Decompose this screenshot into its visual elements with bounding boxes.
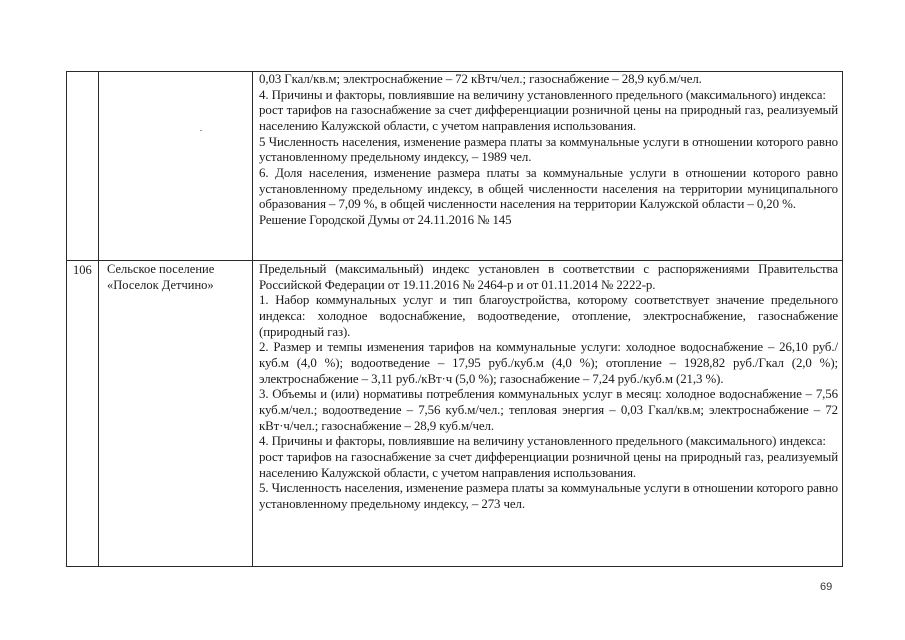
description-cell bbox=[253, 261, 843, 567]
description-paragraph: 0,03 Гкал/кв.м; электроснабжение – 72 кВтч/чел.; газоснабжение – 28,9 куб.м/чел. bbox=[259, 72, 702, 86]
municipality-name bbox=[99, 72, 252, 73]
description-text bbox=[253, 72, 842, 229]
row-number: 106 bbox=[73, 263, 92, 277]
description-paragraph: рост тарифов на газоснабжение за счет дифференциации розничной цены на природный газ, реализуемый населению Калужской области, с учетом направления использования. bbox=[259, 449, 838, 480]
description-paragraph: рост тарифов на газоснабжение за счет дифференциации розничной цены на природный газ, реализуемый населению Калужской области, с учетом направления использования. bbox=[259, 103, 838, 133]
description-paragraph: 4. Причины и факторы, повлиявшие на величину установленного предельного (максимального) индекса: bbox=[259, 87, 826, 102]
municipality-name: Сельское поселение «Поселок Детчино» bbox=[107, 262, 215, 292]
description-paragraph: 5 Численность населения, изменение размера платы за коммунальные услуги в отношении которого равно установленному предельному индексу, – 1989 чел. bbox=[259, 134, 838, 165]
description-paragraph: 3. Объемы и (или) нормативы потребления коммунальных услуг в месяц: холодное водоснабжение – 7,56 куб.м/чел.; водоотведение – 7,56 куб.м/чел.; тепловая энергия – 0,03 Гкал/кв.м; электроснабжение – 72 кВт·ч/чел.; газоснабжение – 28,9 куб.м/чел. bbox=[259, 387, 838, 433]
municipality-name-cell bbox=[99, 261, 253, 567]
description-cell bbox=[253, 72, 843, 261]
page-number: 69 bbox=[820, 581, 833, 593]
row-number-cell bbox=[67, 72, 99, 261]
row-number-cell bbox=[67, 261, 99, 567]
description-paragraph: Решение Городской Думы от 24.11.2016 № 145 bbox=[259, 212, 512, 227]
description-text bbox=[253, 261, 842, 513]
municipality-name-cell bbox=[99, 72, 253, 261]
description-paragraph: 4. Причины и факторы, повлиявшие на величину установленного предельного (максимального) индекса: bbox=[259, 434, 826, 449]
description-paragraph: 2. Размер и темпы изменения тарифов на коммунальные услуги: холодное водоснабжение – 26,10 руб./куб.м (4,0 %); водоотведение – 17,95 руб./куб.м (4,0 %); отопление – 1928,82 руб./Гкал (2,0 %); электроснабжение – 3,11 руб./кВт·ч (5,0 %); газоснабжение – 7,24 руб./куб.м (21,3 %). bbox=[259, 340, 838, 386]
municipal-index-table bbox=[66, 71, 843, 567]
description-paragraph: 5. Численность населения, изменение размера платы за коммунальные услуги в отношении которого равно установленному предельному индексу, – 273 чел. bbox=[259, 481, 838, 511]
description-paragraph: 6. Доля населения, изменение размера платы за коммунальные услуги в отношении которого равно установленному предельному индексу, в общей численности населения на территории муниципального образования – 7,09 %, в общей численности населения на территории Калужской области – 0,20 %. bbox=[259, 165, 838, 212]
description-paragraph: 1. Набор коммунальных услуг и тип благоустройства, которому соответствует значение предельного индекса: холодное водоснабжение, водоотведение, отопление, электроснабжение, газоснабжение (природный газ). bbox=[259, 293, 838, 339]
table-row bbox=[67, 72, 843, 261]
row-number bbox=[67, 72, 98, 74]
description-paragraph: Предельный (максимальный) индекс установлен в соответствии с распоряжениями Правительства Российской Федерации от 19.11.2016 № 2464-р и от 01.11.2014 № 2222-р. bbox=[259, 262, 838, 292]
table-row bbox=[67, 261, 843, 567]
